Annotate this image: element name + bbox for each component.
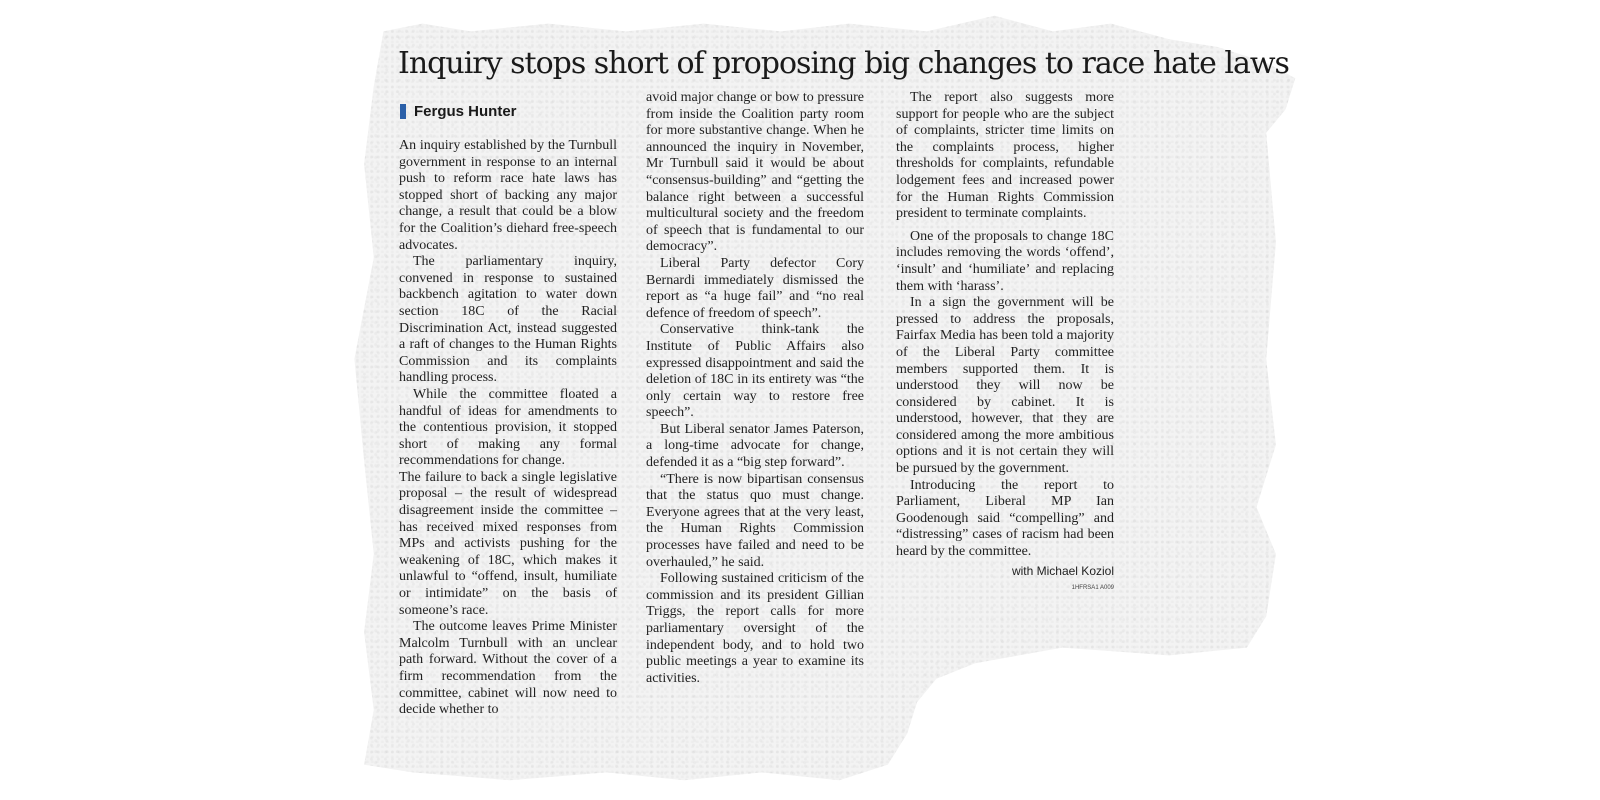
page-code: 1HFRSA1 A009 — [1071, 585, 1114, 592]
article-headline: Inquiry stops short of proposing big changes to race hate laws — [398, 46, 1289, 81]
paragraph: The outcome leaves Prime Minister Malcolm Turnbull with an unclear path forward. Without the cover of a firm recommendation from the committee, cabinet will now need to decide whether to — [399, 619, 617, 718]
paragraph: The failure to back a single legislative proposal – the result of widespread disagreement inside the committee – has received mixed responses from MPs and activists pushing for the weakening of 18C, which makes it unlawful to “offend, insult, humiliate or intimidate” on the basis of someone’s race. — [399, 469, 617, 618]
paragraph: The parliamentary inquiry, convened in response to sustained backbench agitation to water down section 18C of the Racial Discrimination Act, instead suggested a raft of changes to the Human Rights Commission and its complaints handling process. — [399, 254, 617, 386]
paragraph: Introducing the report to Parliament, Liberal MP Ian Goodenough said “compelling” and “distressing” cases of racism had been heard by the committee. — [896, 477, 1114, 560]
article-column-1 — [399, 138, 617, 719]
paragraph: “There is now bipartisan consensus that the status quo must change. Everyone agrees that at the very least, the Human Rights Commission processes have failed and need to be overhauled,” he said. — [646, 471, 864, 570]
article-column-2 — [646, 90, 864, 687]
paragraph: The report also suggests more support for people who are the subject of complaints, stricter time limits on the complaints process, higher thresholds for complaints, refundable lodgement fees and increased power for the Human Rights Commission president to terminate complaints. — [896, 90, 1114, 222]
paragraph: One of the proposals to change 18C includes removing the words ‘offend’, ‘insult’ and ‘humiliate’ and replacing them with ‘harass’. — [896, 228, 1114, 294]
paragraph: An inquiry established by the Turnbull government in response to an internal push to reform race hate laws has stopped short of backing any major change, a result that could be a blow for the Coalition’s diehard free-speech advocates. — [399, 138, 617, 253]
paragraph: But Liberal senator James Paterson, a long-time advocate for change, defended it as a “big step forward”. — [646, 421, 864, 471]
paragraph: Conservative think-tank the Institute of Public Affairs also expressed disappointment and said the deletion of 18C in its entirety was “the only certain way to restore free speech”. — [646, 322, 864, 421]
contributor-credit: with Michael Koziol — [1011, 563, 1114, 578]
paragraph: While the committee floated a handful of ideas for amendments to the contentious provision, it stopped short of making any formal recommendations for change. — [399, 386, 617, 469]
paragraph: In a sign the government will be pressed to address the proposals, Fairfax Media has been told a majority of the Liberal Party committee members supported them. It is understood they will now be considered by cabinet. It is understood, however, that they are considered among the more ambitious options and it is not certain they will be pursued by the government. — [896, 295, 1114, 477]
paragraph: Following sustained criticism of the commission and its president Gillian Triggs, the report calls for more parliamentary oversight of the independent body, and to hold two public meetings a year to examine its activities. — [646, 571, 864, 686]
byline-author: Fergus Hunter — [414, 103, 517, 120]
paragraph: avoid major change or bow to pressure from inside the Coalition party room for more substantive change. When he announced the inquiry in November, Mr Turnbull said it would be about “consensus-building” and “getting the balance right between a successful multicultural society and the freedom of speech that is fundamental to our democracy”. — [646, 90, 864, 255]
paragraph: Liberal Party defector Cory Bernardi immediately dismissed the report as “a huge fail” and “no real defence of freedom of speech”. — [646, 255, 864, 321]
byline-marker — [400, 104, 406, 119]
byline — [400, 103, 517, 120]
article-column-3 — [896, 90, 1114, 597]
